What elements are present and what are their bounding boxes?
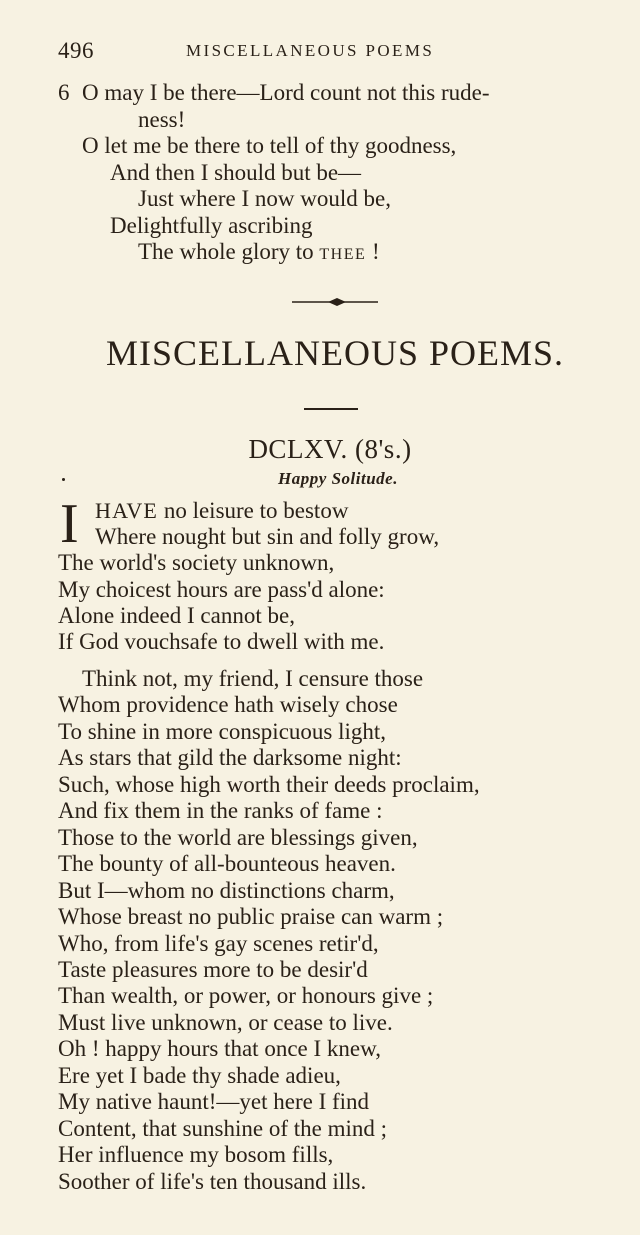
verse-line: As stars that gild the darksome night: (58, 745, 402, 771)
verse-line: Taste pleasures more to be desir'd (58, 956, 368, 982)
verse-line-text: The whole glory to (138, 239, 320, 264)
verse-number: 6 (58, 80, 70, 105)
hymn-stanza-2 (58, 666, 633, 1195)
small-caps-word: THEE (319, 246, 367, 263)
section-title: MISCELLANEOUS POEMS. (105, 333, 565, 373)
verse-line (58, 80, 628, 107)
verse-line: And fix them in the ranks of fame : (58, 798, 383, 824)
verse-line: Whom providence hath wisely chose (58, 692, 398, 718)
drop-cap: I (60, 493, 79, 555)
verse-line-text: no leisure to bestow (158, 498, 349, 523)
verse-line: The bounty of all-bounteous heaven. (58, 851, 396, 877)
verse-line (58, 239, 628, 269)
verse-line: Ere yet I bade thy shade adieu, (58, 1062, 341, 1088)
hymn-number: DCLXV. (8's.) (248, 434, 412, 464)
verse-line: My native haunt!—yet here I find (58, 1089, 370, 1115)
running-title: MISCELLANEOUS POEMS (186, 41, 435, 60)
verse-line: Oh ! happy hours that once I knew, (58, 1036, 381, 1062)
verse-line: Who, from life's gay scenes retir'd, (58, 930, 379, 956)
verse-line: Her influence my bosom fills, (58, 1142, 334, 1168)
running-head (58, 38, 618, 68)
verse-line: Alone indeed I cannot be, (58, 602, 295, 628)
verse-line-end: ! (366, 239, 380, 264)
hymn-title: Happy Solitude. (278, 469, 398, 488)
verse-line: Delightfully ascribing (110, 212, 313, 238)
verse-line: O let me be there to tell of thy goodness, (82, 133, 457, 158)
verse-line: Those to the world are blessings given, (58, 824, 418, 850)
verse-line: The world's society unknown, (58, 550, 335, 576)
verse-line: And then I should but be— (110, 159, 362, 185)
ornament-divider (290, 293, 380, 311)
verse-line: Soother of life's ten thousand ills. (58, 1168, 367, 1194)
verse-line: Whose breast no public praise can warm ; (58, 904, 444, 930)
previous-hymn-stanza (58, 80, 628, 269)
verse-line: Think not, my friend, I censure those (82, 666, 424, 691)
verse-line: Content, that sunshine of the mind ; (58, 1115, 387, 1141)
verse-line: To shine in more conspicuous light, (58, 718, 387, 744)
first-word: HAVE (95, 498, 159, 523)
page-number: 496 (58, 38, 94, 63)
verse-line: But I—whom no distinctions charm, (58, 877, 395, 903)
hymn-stanza-1 (58, 493, 628, 655)
print-speck (62, 478, 65, 481)
verse-line: Than wealth, or power, or honours give ; (58, 983, 434, 1009)
verse-line: My choicest hours are pass'd alone: (58, 576, 385, 602)
short-rule (304, 408, 358, 410)
verse-line: Just where I now would be, (138, 186, 391, 211)
verse-line: If God vouchsafe to dwell with me. (58, 629, 385, 655)
verse-line: Must live unknown, or cease to live. (58, 1009, 393, 1035)
verse-line: Such, whose high worth their deeds proclaim, (58, 771, 480, 797)
verse-line: ness! (138, 106, 186, 132)
verse-line: Where nought but sin and folly grow, (95, 524, 440, 550)
verse-line-text: O may I be there—Lord count not this rude- (82, 80, 490, 105)
